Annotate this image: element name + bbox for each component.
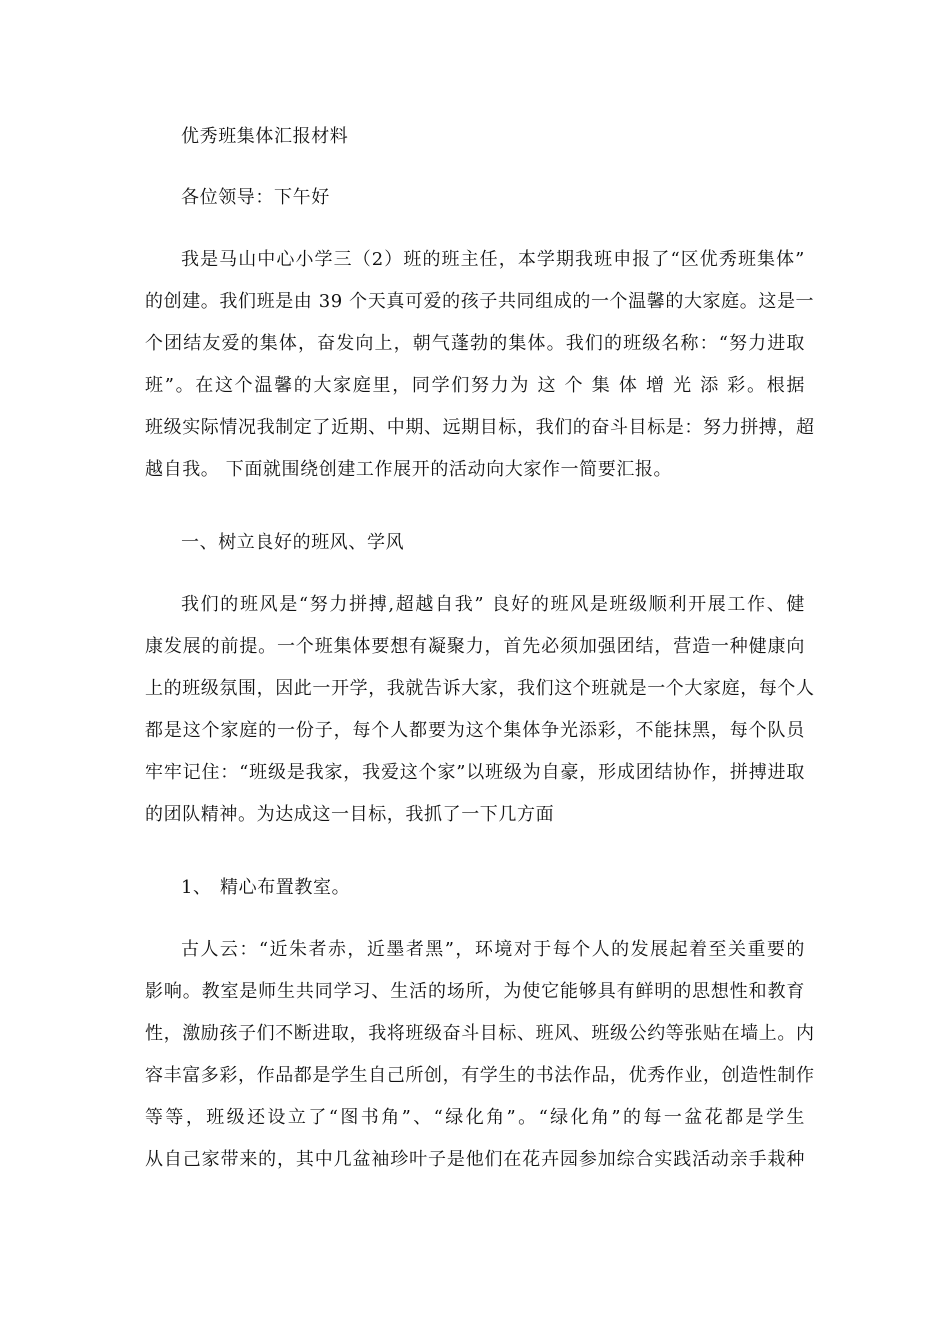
paragraph-line: 个团结友爱的集体，奋发向上，朝气蓬勃的集体。我们的班级名称：“努力进取 [145, 333, 805, 354]
paragraph-line: 性，激励孩子们不断进取，我将班级奋斗目标、班风、班级公约等张贴在墙上。内 [145, 1023, 815, 1044]
subsection-title: 精心布置教室。 [220, 877, 351, 898]
paragraph-line: 康发展的前提。一个班集体要想有凝聚力，首先必须加强团结，营造一种健康向 [145, 636, 805, 657]
subsection-number: 1、 [181, 877, 212, 898]
paragraph-line: 上的班级氛围，因此一开学，我就告诉大家，我们这个班就是一个大家庭，每个人 [145, 678, 815, 699]
paragraph-line: 的创建。我们班是由 39 个天真可爱的孩子共同组成的一个温馨的大家庭。这是一 [145, 291, 815, 312]
paragraph-line: 我是马山中心小学三（2）班的班主任，本学期我班申报了“区优秀班集体” [181, 249, 805, 270]
paragraph-line: 牢牢记住：“班级是我家，我爱这个家”以班级为自豪，形成团结协作，拼搏进取 [145, 762, 805, 783]
paragraph-line: 都是这个家庭的一份子，每个人都要为这个集体争光添彩，不能抹黑，每个队员 [145, 720, 805, 741]
paragraph-line: 班”。在这个温馨的大家庭里，同学们努力为 这 个 集 体 增 光 添 彩。根据 [145, 375, 805, 396]
paragraph-line: 影响。教室是师生共同学习、生活的场所，为使它能够具有鲜明的思想性和教育 [145, 981, 805, 1002]
paragraph-line: 的团队精神。为达成这一目标，我抓了一下几方面 [145, 804, 555, 825]
paragraph-line: 我们的班风是“努力拼搏,超越自我” 良好的班风是班级顺利开展工作、健 [181, 594, 805, 615]
paragraph-line: 等等，班级还设立了“图书角”、“绿化角”。“绿化角”的每一盆花都是学生 [145, 1107, 805, 1128]
document-title: 优秀班集体汇报材料 [181, 126, 349, 147]
paragraph-line: 从自己家带来的，其中几盆袖珍叶子是他们在花卉园参加综合实践活动亲手栽种 [145, 1149, 805, 1170]
paragraph-line: 越自我。 下面就围绕创建工作展开的活动向大家作一简要汇报。 [145, 459, 673, 480]
paragraph-line: 古人云：“近朱者赤，近墨者黑”，环境对于每个人的发展起着至关重要的 [181, 939, 805, 960]
greeting: 各位领导：下午好 [181, 187, 330, 208]
paragraph-line: 班级实际情况我制定了近期、中期、远期目标，我们的奋斗目标是：努力拼搏，超 [145, 417, 815, 438]
section-heading: 一、树立良好的班风、学风 [181, 532, 405, 553]
paragraph-line: 容丰富多彩，作品都是学生自己所创，有学生的书法作品，优秀作业，创造性制作 [145, 1065, 815, 1086]
